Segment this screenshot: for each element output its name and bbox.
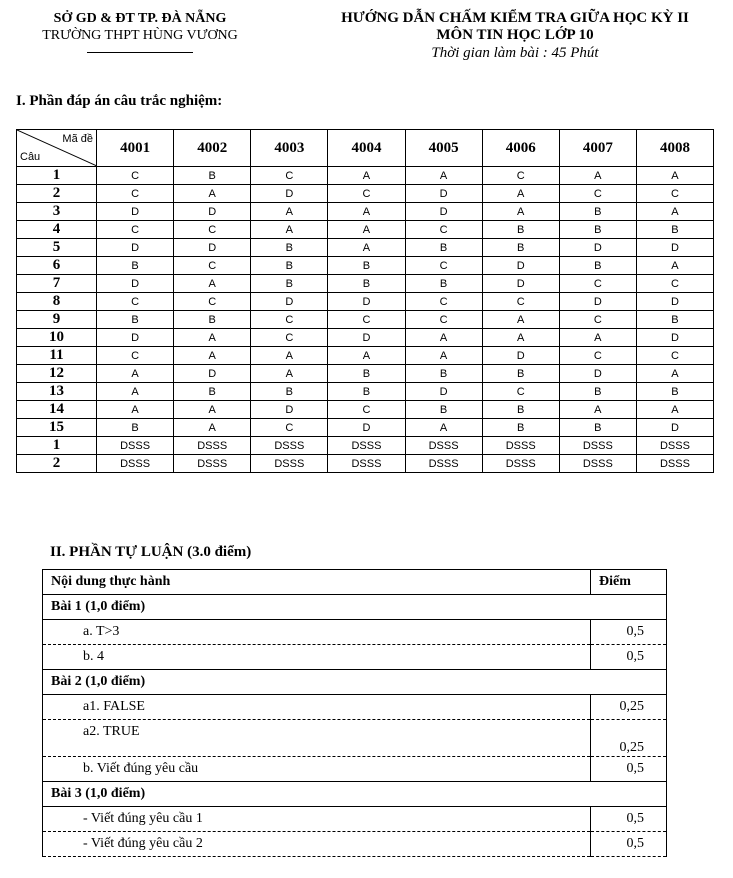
question-number: 5 (17, 239, 97, 257)
answer-cell: C (482, 293, 559, 311)
question-number: 11 (17, 347, 97, 365)
answer-cell: DSSS (559, 455, 636, 473)
answer-cell: A (405, 419, 482, 437)
answer-cell: DSSS (636, 437, 713, 455)
answer-cell: A (328, 347, 405, 365)
answer-cell: A (405, 329, 482, 347)
answer-cell: C (482, 383, 559, 401)
answer-cell: C (97, 167, 174, 185)
answer-cell: A (251, 347, 328, 365)
question-number: 1 (17, 437, 97, 455)
scoring-item-row (43, 832, 667, 857)
answer-cell: A (636, 167, 713, 185)
scoring-item-score: 0,5 (591, 832, 667, 857)
answer-cell: A (97, 365, 174, 383)
exercise-heading: Bài 1 (1,0 điểm) (43, 595, 667, 620)
answer-cell: C (405, 293, 482, 311)
answer-cell: D (97, 239, 174, 257)
scoring-item-text: a1. FALSE (43, 695, 591, 720)
answer-cell: A (482, 185, 559, 203)
answer-cell: A (174, 275, 251, 293)
answer-cell: DSSS (251, 437, 328, 455)
answer-cell: D (328, 419, 405, 437)
section-1-title: I. Phần đáp án câu trắc nghiệm: (16, 93, 223, 109)
scoring-item-row (43, 807, 667, 832)
corner-header (17, 130, 97, 167)
answer-row (17, 203, 714, 221)
exam-code-4006: 4006 (482, 130, 559, 167)
exam-code-4005: 4005 (405, 130, 482, 167)
answer-cell: DSSS (482, 437, 559, 455)
answer-cell: D (174, 203, 251, 221)
answer-cell: C (328, 185, 405, 203)
answer-cell: D (328, 329, 405, 347)
answer-cell: B (174, 383, 251, 401)
answer-cell: A (482, 203, 559, 221)
scoring-item-row (43, 645, 667, 670)
answer-cell: B (636, 221, 713, 239)
answer-cell: C (251, 311, 328, 329)
answer-cell: DSSS (328, 437, 405, 455)
answer-cell: DSSS (97, 437, 174, 455)
answer-cell: A (636, 365, 713, 383)
scoring-item-text: a. T>3 (43, 620, 591, 645)
answer-row (17, 167, 714, 185)
question-number: 7 (17, 275, 97, 293)
exam-code-4008: 4008 (636, 130, 713, 167)
answer-cell: A (328, 239, 405, 257)
question-number: 4 (17, 221, 97, 239)
question-number: 10 (17, 329, 97, 347)
answer-row (17, 347, 714, 365)
answer-row (17, 401, 714, 419)
answer-row (17, 383, 714, 401)
answer-cell: A (174, 401, 251, 419)
answer-cell: B (559, 419, 636, 437)
answer-cell: D (251, 401, 328, 419)
exercise-heading: Bài 2 (1,0 điểm) (43, 670, 667, 695)
answer-row (17, 185, 714, 203)
question-number: 12 (17, 365, 97, 383)
answer-cell: C (251, 419, 328, 437)
question-number: 13 (17, 383, 97, 401)
answer-cell: DSSS (174, 455, 251, 473)
answer-cell: D (251, 185, 328, 203)
answer-cell: C (174, 293, 251, 311)
answer-row (17, 311, 714, 329)
answer-cell: C (636, 347, 713, 365)
answer-cell: D (636, 329, 713, 347)
exam-code-4002: 4002 (174, 130, 251, 167)
answer-cell: B (482, 419, 559, 437)
answer-cell: A (251, 221, 328, 239)
answer-cell: B (174, 311, 251, 329)
answer-cell: C (559, 185, 636, 203)
answer-cell: D (559, 293, 636, 311)
question-number: 14 (17, 401, 97, 419)
answer-cell: C (97, 185, 174, 203)
answer-row (17, 455, 714, 473)
answer-cell: B (559, 221, 636, 239)
answer-cell: A (328, 167, 405, 185)
answer-cell: B (174, 167, 251, 185)
scoring-item-row (43, 720, 667, 757)
answer-cell: D (636, 293, 713, 311)
answer-cell: B (328, 257, 405, 275)
scoring-item-text: - Viết đúng yêu cầu 1 (43, 807, 591, 832)
answer-cell: D (97, 329, 174, 347)
scoring-item-score: 0,5 (591, 645, 667, 670)
question-number: 2 (17, 185, 97, 203)
school-name: TRƯỜNG THPT HÙNG VƯƠNG (42, 28, 238, 43)
answer-cell: B (405, 401, 482, 419)
answer-cell: D (482, 347, 559, 365)
answer-cell: C (405, 221, 482, 239)
answer-cell: A (174, 419, 251, 437)
question-header: Câu (20, 151, 41, 163)
exercise-heading-row (43, 782, 667, 807)
answer-cell: C (174, 221, 251, 239)
scoring-item-text: b. Viết đúng yêu cầu (43, 757, 591, 782)
answer-cell: B (482, 365, 559, 383)
scoring-item-score: 0,25 (591, 695, 667, 720)
answer-cell: A (174, 185, 251, 203)
answer-cell: B (482, 221, 559, 239)
scoring-item-score: 0,25 (591, 720, 667, 757)
answer-cell: A (97, 401, 174, 419)
answer-cell: D (328, 293, 405, 311)
scoring-item-row (43, 620, 667, 645)
exercise-heading-row (43, 595, 667, 620)
exam-code-4001: 4001 (97, 130, 174, 167)
answer-cell: B (251, 257, 328, 275)
answer-cell: D (405, 185, 482, 203)
answer-cell: A (405, 167, 482, 185)
answer-cell: C (636, 275, 713, 293)
answer-cell: B (328, 383, 405, 401)
answer-cell: A (174, 347, 251, 365)
question-number: 8 (17, 293, 97, 311)
answer-cell: C (405, 257, 482, 275)
answer-cell: D (405, 383, 482, 401)
answer-cell: DSSS (636, 455, 713, 473)
answer-cell: D (97, 203, 174, 221)
school-header (20, 10, 260, 53)
answer-cell: DSSS (328, 455, 405, 473)
answer-cell: B (328, 365, 405, 383)
answer-cell: A (97, 383, 174, 401)
document-subject: MÔN TIN HỌC LỚP 10 (436, 27, 594, 43)
scoring-item-text: b. 4 (43, 645, 591, 670)
answer-cell: B (251, 383, 328, 401)
answer-cell: C (482, 167, 559, 185)
answer-cell: C (559, 311, 636, 329)
question-number: 9 (17, 311, 97, 329)
question-number: 6 (17, 257, 97, 275)
answer-cell: A (174, 329, 251, 347)
answer-row (17, 365, 714, 383)
scoring-item-row (43, 757, 667, 782)
answer-cell: D (559, 365, 636, 383)
answer-cell: C (559, 347, 636, 365)
question-number: 2 (17, 455, 97, 473)
exercise-heading: Bài 3 (1,0 điểm) (43, 782, 667, 807)
answer-cell: B (251, 239, 328, 257)
answer-cell: D (97, 275, 174, 293)
answer-cell: C (251, 167, 328, 185)
answer-cell: D (636, 419, 713, 437)
answer-cell: DSSS (482, 455, 559, 473)
exam-code-4004: 4004 (328, 130, 405, 167)
score-column-header: Điểm (591, 570, 667, 595)
answer-cell: D (405, 203, 482, 221)
answer-row (17, 419, 714, 437)
scoring-item-score: 0,5 (591, 620, 667, 645)
answer-cell: A (482, 329, 559, 347)
answer-cell: B (251, 275, 328, 293)
answer-cell: B (97, 419, 174, 437)
answer-row (17, 221, 714, 239)
answer-table (16, 129, 714, 473)
answer-row (17, 437, 714, 455)
scoring-item-text: - Viết đúng yêu cầu 2 (43, 832, 591, 857)
answer-cell: D (636, 239, 713, 257)
document-header (300, 10, 730, 63)
scoring-item-text: a2. TRUE (43, 720, 591, 757)
answer-cell: DSSS (97, 455, 174, 473)
answer-row (17, 329, 714, 347)
answer-cell: C (328, 311, 405, 329)
section-2-title: II. PHẦN TỰ LUẬN (3.0 điểm) (50, 544, 252, 560)
scoring-item-score: 0,5 (591, 807, 667, 832)
answer-cell: DSSS (559, 437, 636, 455)
answer-cell: C (405, 311, 482, 329)
answer-cell: D (174, 239, 251, 257)
document-title: HƯỚNG DẪN CHẤM KIỂM TRA GIỮA HỌC KỲ II (341, 10, 689, 26)
answer-cell: A (636, 401, 713, 419)
answer-cell: A (328, 203, 405, 221)
answer-cell: C (559, 275, 636, 293)
answer-cell: A (482, 311, 559, 329)
answer-cell: D (174, 365, 251, 383)
answer-cell: A (636, 257, 713, 275)
answer-cell: B (97, 257, 174, 275)
question-number: 1 (17, 167, 97, 185)
question-number: 15 (17, 419, 97, 437)
answer-cell: B (636, 383, 713, 401)
answer-cell: B (328, 275, 405, 293)
scoring-item-row (43, 695, 667, 720)
answer-cell: DSSS (251, 455, 328, 473)
answer-cell: C (174, 257, 251, 275)
answer-cell: D (251, 293, 328, 311)
answer-cell: B (482, 401, 559, 419)
answer-cell: B (405, 239, 482, 257)
answer-cell: B (559, 257, 636, 275)
answer-cell: C (328, 401, 405, 419)
answer-cell: B (405, 365, 482, 383)
answer-cell: B (559, 383, 636, 401)
answer-cell: A (559, 329, 636, 347)
exam-duration: Thời gian làm bài : 45 Phút (431, 45, 599, 61)
answer-cell: D (559, 239, 636, 257)
answer-cell: D (482, 257, 559, 275)
answer-cell: B (97, 311, 174, 329)
exercise-heading-row (43, 670, 667, 695)
department-name: SỞ GD & ĐT TP. ĐÀ NẴNG (53, 11, 227, 26)
answer-cell: C (636, 185, 713, 203)
answer-cell: A (251, 365, 328, 383)
answer-cell: DSSS (174, 437, 251, 455)
answer-cell: B (559, 203, 636, 221)
content-column-header: Nội dung thực hành (43, 570, 591, 595)
answer-cell: A (559, 401, 636, 419)
answer-cell: C (97, 221, 174, 239)
answer-cell: B (636, 311, 713, 329)
answer-cell: DSSS (405, 455, 482, 473)
exam-code-4003: 4003 (251, 130, 328, 167)
answer-cell: A (636, 203, 713, 221)
answer-cell: B (405, 275, 482, 293)
answer-row (17, 257, 714, 275)
answer-cell: B (482, 239, 559, 257)
answer-cell: A (405, 347, 482, 365)
essay-table (42, 569, 667, 857)
answer-cell: C (251, 329, 328, 347)
scoring-item-score: 0,5 (591, 757, 667, 782)
answer-cell: D (482, 275, 559, 293)
answer-cell: A (251, 203, 328, 221)
answer-cell: A (559, 167, 636, 185)
answer-cell: C (97, 347, 174, 365)
exam-code-4007: 4007 (559, 130, 636, 167)
answer-cell: DSSS (405, 437, 482, 455)
answer-cell: A (328, 221, 405, 239)
exam-code-header: Mã đề (62, 133, 93, 145)
answer-row (17, 293, 714, 311)
answer-row (17, 275, 714, 293)
answer-row (17, 239, 714, 257)
question-number: 3 (17, 203, 97, 221)
header-divider (87, 52, 193, 53)
answer-cell: C (97, 293, 174, 311)
